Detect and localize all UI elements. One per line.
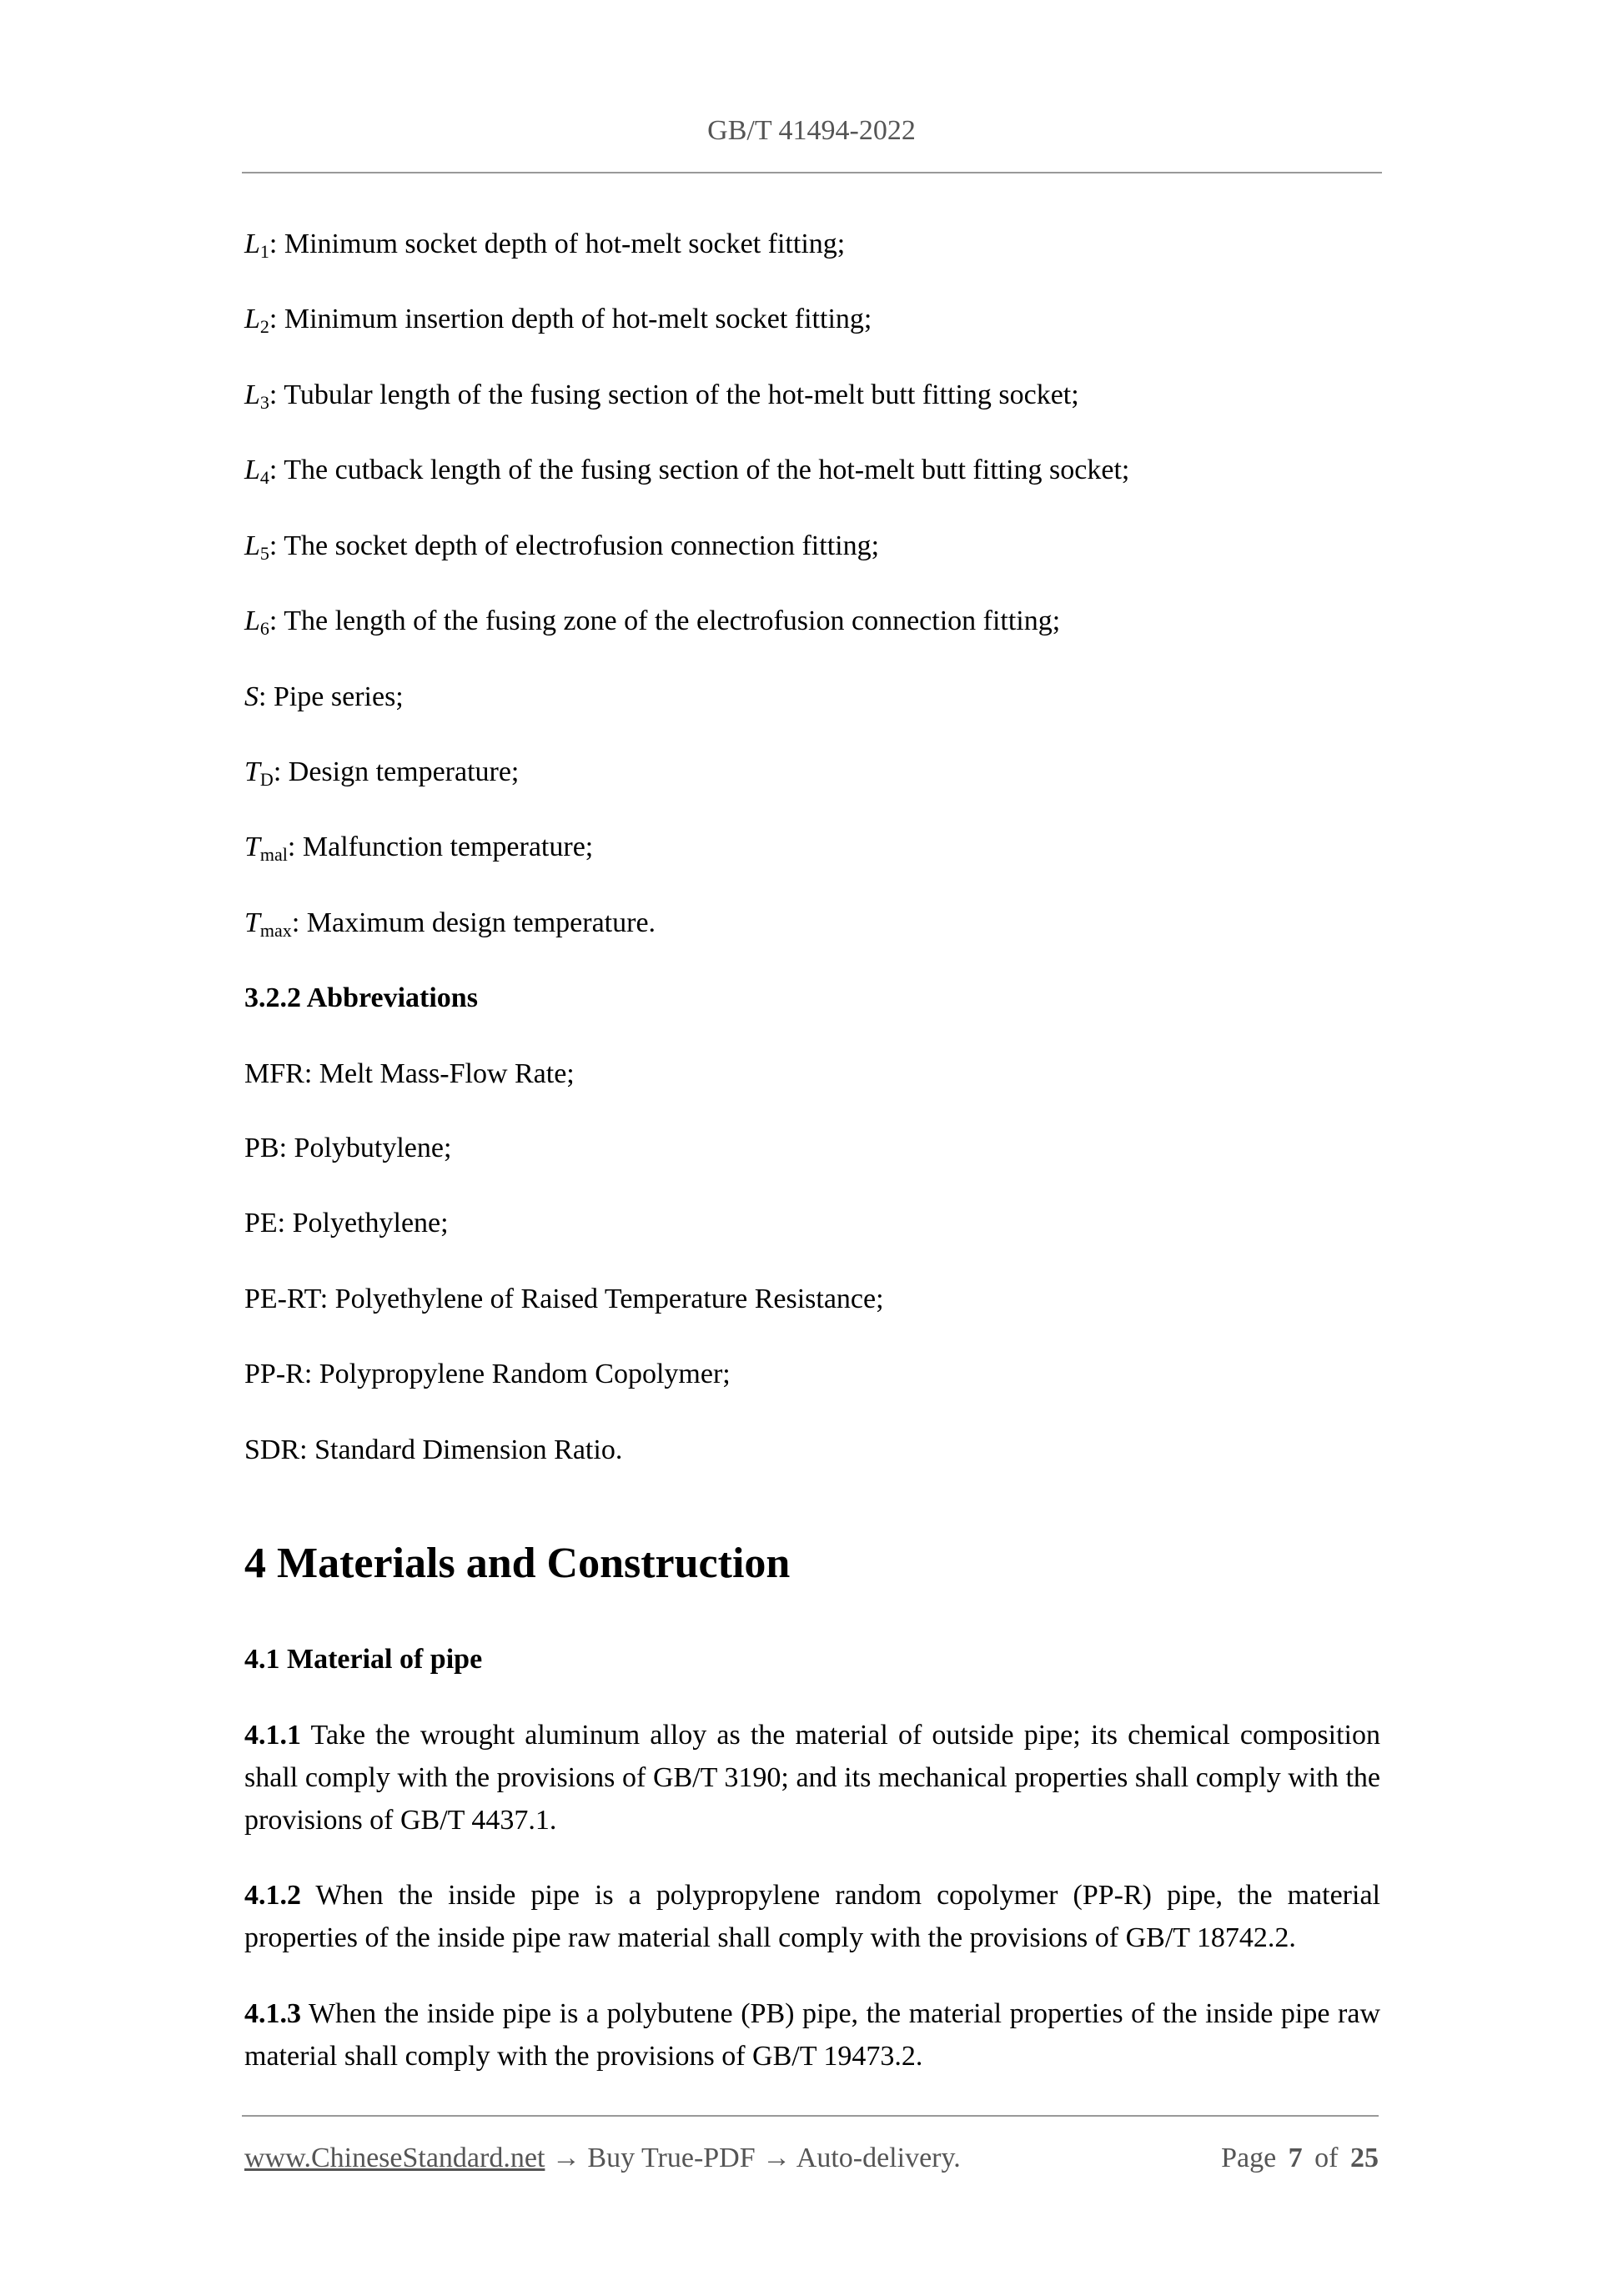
subsection-heading: 4.1 Material of pipe [244,1644,483,1675]
footer-divider [242,2115,1379,2117]
symbol-description: : Design temperature; [273,756,520,787]
abbreviation-item: MFR: Melt Mass-Flow Rate; [244,1058,575,1089]
symbol: L [244,379,260,410]
symbol-subscript: 5 [259,543,269,564]
symbol-definition [244,228,845,261]
abbreviation-item: PB: Polybutylene; [244,1133,452,1163]
clause-4-1-2 [244,1874,1380,1959]
clause-4-1-1 [244,1714,1380,1841]
page-number [1221,2142,1379,2175]
total-pages: 25 [1350,2143,1379,2173]
symbol: T [244,907,260,938]
symbol: S [244,681,259,712]
symbol: L [244,530,260,561]
symbol-definition [244,605,1060,638]
symbol: L [244,455,260,485]
clause-text: When the inside pipe is a polypropylene random copolymer (PP-R) pipe, the material properties of the inside pipe raw material shall comply with the provisions of GB/T 18742.2. [244,1880,1380,1953]
current-page: 7 [1288,2143,1303,2173]
symbol-definition [244,454,1129,487]
symbol: L [244,229,260,259]
symbol-subscript: 2 [259,316,269,337]
symbol-subscript: 1 [259,241,269,262]
of-label: of [1314,2143,1339,2173]
document-code-header: GB/T 41494-2022 [707,115,916,146]
symbol-description: : The cutback length of the fusing section of the hot-melt butt fitting socket; [269,455,1130,485]
abbreviations-heading: 3.2.2 Abbreviations [244,982,478,1013]
symbol: T [244,831,260,862]
clause-text: Take the wrought aluminum alloy as the material of outside pipe; its chemical composition shall comply with the provisions of GB/T 3190; and its mechanical properties shall comply with the provisions of GB/T 4437.1. [244,1720,1380,1836]
symbol-definition [244,907,656,940]
symbol-subscript: mal [259,844,288,865]
symbol-description: : The length of the fusing zone of the electrofusion connection fitting; [269,605,1061,636]
buy-text: Buy True-PDF [587,2143,756,2173]
clause-4-1-3 [244,1992,1380,2077]
symbol: T [244,756,260,787]
symbol-description: : Pipe series; [259,681,404,712]
section-heading: 4 Materials and Construction [244,1540,791,1587]
abbreviation-item: PE-RT: Polyethylene of Raised Temperature Resistance; [244,1284,884,1314]
delivery-text: Auto-delivery. [796,2143,961,2173]
symbol-subscript: D [259,769,274,790]
clause-number: 4.1.1 [244,1720,301,1751]
symbol-description: : Malfunction temperature; [287,831,594,862]
symbol-description: : Minimum socket depth of hot-melt socket fitting; [269,229,846,259]
symbol: L [244,605,260,636]
symbol-subscript: max [259,920,292,941]
page-label: Page [1221,2143,1277,2173]
symbol-description: : The socket depth of electrofusion connection fitting; [269,530,880,561]
symbol-description: : Maximum design temperature. [291,907,656,938]
clause-number: 4.1.3 [244,1998,301,2029]
symbol-definition [244,681,404,714]
symbol-definition [244,756,519,789]
symbol-definition [244,303,872,336]
symbol-subscript: 4 [259,467,269,488]
arrow-icon: → [762,2143,791,2173]
website-link[interactable]: www.ChineseStandard.net [244,2143,545,2173]
symbol-subscript: 6 [259,618,269,639]
symbol-definition [244,831,593,864]
clause-text: When the inside pipe is a polybutene (PB) pipe, the material properties of the inside pipe raw material shall comply with the provisions of GB/T 19473.2. [244,1998,1380,2072]
clause-number: 4.1.2 [244,1880,301,1911]
symbol: L [244,304,260,334]
abbreviation-item: SDR: Standard Dimension Ratio. [244,1434,623,1465]
abbreviation-item: PE: Polyethylene; [244,1208,449,1238]
symbol-description: : Minimum insertion depth of hot-melt socket fitting; [269,304,872,334]
footer-promo [244,2142,961,2175]
header-divider [242,172,1382,173]
symbol-subscript: 3 [259,392,269,413]
abbreviation-item: PP-R: Polypropylene Random Copolymer; [244,1359,731,1389]
symbol-definition [244,530,879,563]
symbol-description: : Tubular length of the fusing section of the hot-melt butt fitting socket; [269,379,1079,410]
arrow-icon: → [551,2143,580,2173]
symbol-definition [244,379,1079,412]
